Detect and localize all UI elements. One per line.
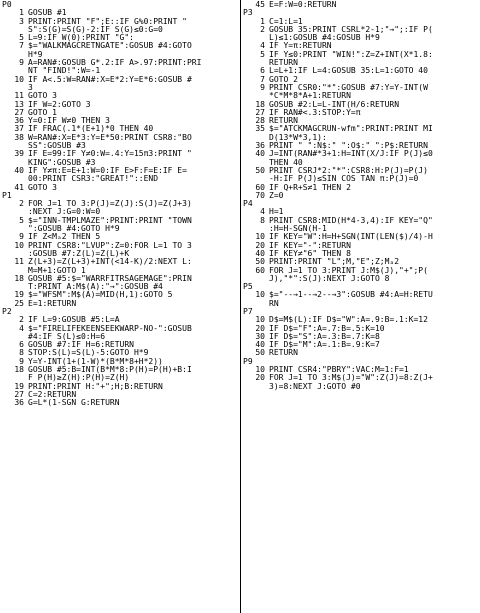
program-area-label: [2, 1, 240, 9]
line-number: 50: [255, 348, 265, 358]
line-number: 9: [19, 58, 24, 68]
line-code: C=2:RETURN: [28, 390, 77, 399]
line-code: RETURN: [269, 59, 298, 68]
line-code: P9: [243, 357, 253, 366]
code-line: [0, 142, 240, 150]
line-code: Z(L+3)=Z(L+3)+INT(<14-K)/2:NEXT L:: [28, 258, 192, 267]
line-number: 36: [255, 141, 265, 151]
line-number: 50: [255, 257, 265, 267]
program-area-label: [243, 200, 480, 208]
line-number: 60: [255, 265, 265, 275]
line-number: 6: [260, 66, 265, 76]
line-number: 10: [14, 240, 24, 250]
code-line: [241, 18, 480, 26]
line-number: 1: [260, 16, 265, 26]
line-number: 27: [14, 107, 24, 117]
code-line: [0, 291, 240, 299]
code-line: [0, 67, 240, 75]
code-line: [0, 250, 240, 258]
code-line: [241, 349, 480, 357]
line-number: 4: [260, 41, 265, 51]
line-code: L)≤1:GOSUB #4:GOSUB H*9: [269, 34, 380, 43]
line-code: D$=M$(L):IF D$="W":A=.9:B=.1:K=12: [269, 316, 428, 325]
line-code: IF W=2:GOTO 3: [28, 100, 91, 109]
line-number: 7: [260, 74, 265, 84]
line-number: 36: [14, 398, 24, 408]
line-number: 18: [14, 273, 24, 283]
line-number: 7: [19, 41, 24, 51]
code-line: [241, 233, 480, 241]
code-line: [0, 92, 240, 100]
line-number: 18: [14, 365, 24, 375]
line-code: $="WALKMAGCRETNGATE":GOSUB #4:GOTO: [28, 42, 192, 51]
code-line: [241, 267, 480, 275]
code-line: [0, 101, 240, 109]
line-code: IF D$="M":A=.1:B=.9:K=7: [269, 341, 380, 350]
code-line: [241, 208, 480, 216]
line-code: IF L=9:GOSUB #5:L=A: [28, 316, 120, 325]
code-line: [0, 283, 240, 291]
line-number: 8: [19, 348, 24, 358]
code-line: [0, 150, 240, 158]
line-code: P4: [243, 200, 253, 209]
line-number: 18: [255, 99, 265, 109]
code-line: [0, 258, 240, 266]
line-code: PRINT CSRJ*2:"*":CSR8:H:P(J)=P(J): [269, 166, 428, 175]
line-number: 11: [14, 91, 24, 101]
line-code: IF Y≠π:E=E+1:W=0:IF E>F:F=E:IF E=: [28, 166, 187, 175]
code-line: [0, 159, 240, 167]
line-code: IF E=99:IF Y≠0:W=.4:Y=15π3:PRINT ": [28, 150, 192, 159]
code-line: [0, 399, 240, 407]
code-line: [241, 374, 480, 382]
code-line: [0, 117, 240, 125]
line-number: 39: [14, 149, 24, 159]
line-code: SS":GOSUB #3: [28, 142, 86, 151]
line-number: 40: [255, 340, 265, 350]
line-code: P5: [243, 283, 253, 292]
code-line: [0, 84, 240, 92]
line-code: S":S(G)=S(G)-2:IF S(G)≤0:G=0: [28, 25, 163, 34]
line-code: GOTO 3: [28, 183, 57, 192]
line-code: PRINT CSR0:"*":GOSUB #7:Y=Y-INT(W: [269, 83, 428, 92]
line-code: 00:PRINT CSR3:"GREAT!"::END: [28, 175, 159, 184]
line-number: 36: [14, 116, 24, 126]
code-line: [241, 383, 480, 391]
line-code: P0: [2, 1, 12, 9]
line-number: [241, 275, 269, 283]
line-number: 45: [255, 0, 265, 9]
line-number: 13: [14, 99, 24, 109]
code-line: [241, 316, 480, 324]
code-line: [0, 366, 240, 374]
code-line: [241, 341, 480, 349]
line-number: 10: [255, 290, 265, 300]
line-code: Y=0:IF W≠0 THEN 3: [28, 117, 110, 126]
line-code: :NEXT J:G=0:W=0: [28, 208, 101, 217]
code-line: [0, 374, 240, 382]
line-number: 8: [260, 215, 265, 225]
line-code: $="INN-TMPLMAZE":PRINT:PRINT "TOWN: [28, 216, 192, 225]
line-number: 2: [19, 199, 24, 209]
line-number: 20: [255, 323, 265, 333]
code-line: [0, 184, 240, 192]
code-line: [0, 217, 240, 225]
code-line: [241, 26, 480, 34]
line-code: GOSUB #1: [28, 9, 67, 18]
line-number: [241, 300, 269, 308]
code-line: [241, 150, 480, 158]
code-line: [0, 134, 240, 142]
code-line: [0, 275, 240, 283]
line-code: GOTO 1: [28, 108, 57, 117]
code-line: [241, 250, 480, 258]
line-code: G=L*(1-SGN G:RETURN: [28, 399, 120, 408]
line-code: PRINT CSR8:"LVUP":Z=0:FOR L=1 TO 3: [28, 241, 192, 250]
code-line: [241, 109, 480, 117]
line-code: IF A<.5:W=RAN#:X=E*2:Y=E*6:GOSUB #: [28, 75, 192, 84]
line-code: PRINT:PRINT "L";M,"E";Z;Mₐ2: [269, 258, 400, 267]
line-number: 28: [255, 116, 265, 126]
code-line: [241, 134, 480, 142]
code-line: [241, 125, 480, 133]
line-number: [241, 383, 269, 391]
line-code: PRINT:PRINT "F";E::IF G%0:PRINT ": [28, 17, 187, 26]
line-code: GOSUB #5:$="WARRFITRSAGEMAGE":PRIN: [28, 274, 192, 283]
line-number: 3: [19, 16, 24, 26]
line-code: NT "FIND!":W=-1: [28, 67, 101, 76]
line-code: H=1: [269, 208, 284, 217]
code-line: [0, 208, 240, 216]
program-area-label: [243, 283, 480, 291]
line-code: PRINT CSR8:MID(H*4-3,4):IF KEY="Q": [269, 216, 433, 225]
code-line: [241, 92, 480, 100]
line-number: 30: [255, 331, 265, 341]
code-line: [241, 167, 480, 175]
code-line: [241, 117, 480, 125]
line-code: $="WFSM":M$(A)=MID(H,1):GOTO 5: [28, 291, 173, 300]
code-line: [0, 42, 240, 50]
line-number: 10: [255, 232, 265, 242]
code-line: [0, 316, 240, 324]
line-number: 10: [14, 74, 24, 84]
line-number: 27: [14, 389, 24, 399]
line-code: GOSUB #7:IF H=6:RETURN: [28, 341, 134, 350]
line-code: Z=0: [269, 191, 284, 200]
code-line: [0, 391, 240, 399]
code-line: [241, 192, 480, 200]
line-code: IF Y=π:RETURN: [269, 42, 332, 51]
line-number: 2: [19, 315, 24, 325]
line-code: P2: [2, 307, 12, 316]
line-number: 25: [14, 298, 24, 308]
line-number: 11: [14, 257, 24, 267]
line-code: RETURN: [269, 117, 298, 126]
code-line: [241, 59, 480, 67]
line-code: Y=Y-INT(1+(1-W)*(B*M*8+H*2)): [28, 357, 163, 366]
code-line: [241, 76, 480, 84]
line-code: PRINT:PRINT H:"+";H;B:RETURN: [28, 382, 163, 391]
program-area-label: [243, 9, 480, 17]
line-number: 60: [255, 182, 265, 192]
line-code: IF KEY≠"6" THEN 8: [269, 249, 351, 258]
line-code: J),"*":S(J):NEXT J:GOTO 8: [269, 274, 390, 283]
line-number: 2: [260, 24, 265, 34]
line-code: L=9:IF W(0):PRINT "G":: [28, 34, 134, 43]
code-line: [0, 333, 240, 341]
line-code: C=1:L=1: [269, 17, 303, 26]
code-line: [0, 167, 240, 175]
line-number: 4: [260, 207, 265, 217]
line-code: H*9: [28, 50, 43, 59]
line-code: IF D$="F":A=.7:B=.5:K=10: [269, 324, 385, 333]
code-line: [241, 67, 480, 75]
line-code: RETURN: [269, 349, 298, 358]
line-code: W=RAN#:X=E*3:Y=E*50:PRINT CSR8:"BO: [28, 133, 192, 142]
code-line: [0, 383, 240, 391]
line-code: GOSUB #2:L=L-INT(H/6:RETURN: [269, 100, 400, 109]
code-line: [241, 325, 480, 333]
line-number: 5: [260, 49, 265, 59]
code-line: [0, 109, 240, 117]
line-number: 1: [19, 8, 24, 18]
code-line: [241, 34, 480, 42]
code-line: [241, 142, 480, 150]
code-line: [0, 18, 240, 26]
line-number: 40: [255, 149, 265, 159]
line-code: 3: [28, 83, 33, 92]
line-code: F P(H)≥Z(H):P(H)=Z(H): [28, 374, 130, 383]
code-line: [241, 242, 480, 250]
line-code: E=F:W=0:RETURN: [269, 1, 337, 9]
code-line: [0, 341, 240, 349]
line-number: 9: [19, 356, 24, 366]
line-code: -H:IF P(J)≤SIN COS TAN π:P(J)=0: [269, 175, 419, 184]
line-number: 50: [255, 165, 265, 175]
line-number: 20: [255, 240, 265, 250]
line-code: L=L+1:IF L=4:GOSUB 35:L=1:GOTO 40: [269, 67, 428, 76]
line-code: GOSUB 35:PRINT CSRL*2-1;"→";:IF P(: [269, 25, 433, 34]
line-code: IF Z<Mₐ2 THEN 5: [28, 233, 101, 242]
line-number: 19: [14, 290, 24, 300]
code-line: [0, 51, 240, 59]
code-line: [241, 159, 480, 167]
code-line: [0, 349, 240, 357]
line-code: A=RAN#:GOSUB G*.2:IF A>.97:PRINT:PRI: [28, 59, 202, 68]
line-number: 70: [255, 190, 265, 200]
line-number: 20: [255, 373, 265, 383]
line-code: P1: [2, 191, 12, 200]
line-code: PRINT CSR4:"PBRY":VAC:M=1:F=1: [269, 366, 409, 375]
program-area-label: [243, 308, 480, 316]
line-code: GOTO 3: [28, 92, 57, 101]
code-line: [0, 175, 240, 183]
code-line: [241, 225, 480, 233]
code-line: [0, 26, 240, 34]
line-code: GOSUB #5:B=INT(B*M*8:P(H)=P(H)+B:I: [28, 366, 192, 375]
line-code: IF Y≤0:PRINT "WIN!":Z=Z+INT(X*1.8:: [269, 50, 433, 59]
line-code: M=M+1:GOTO 1: [28, 266, 86, 275]
line-code: IF KEY="W":H=H+SGN(INT(LEN($)/4)-H: [269, 233, 433, 242]
code-line: [241, 291, 480, 299]
code-line: [241, 184, 480, 192]
code-line: [0, 34, 240, 42]
line-code: THEN 40: [269, 158, 303, 167]
code-line: [0, 325, 240, 333]
program-area-label: [2, 192, 240, 200]
code-line: [241, 217, 480, 225]
code-line: [0, 76, 240, 84]
line-code: IF RAN#<.3:STOP:Y=π: [269, 108, 361, 117]
line-number: 10: [255, 315, 265, 325]
code-line: [241, 366, 480, 374]
code-line: [0, 125, 240, 133]
code-line: [0, 267, 240, 275]
line-code: $="FIRELIFEKEENSEEKWARP-NO-":GOSUB: [28, 324, 192, 333]
line-code: FOR J=1 TO 3:P(J)=Z(J):S(J)=Z(J+3): [28, 200, 192, 209]
line-code: J=INT(RAN#*3+1:H=INT(X/J:IF P(J)≤0: [269, 150, 433, 159]
line-number: 27: [255, 107, 265, 117]
line-number: 4: [19, 323, 24, 333]
line-code: T:PRINT A:M$(A):"→":GOSUB #4: [28, 283, 163, 292]
code-line: [241, 275, 480, 283]
line-number: 9: [19, 232, 24, 242]
line-code: IF D$="S":A=.3:B=.7:K=8: [269, 332, 380, 341]
line-number: 40: [255, 248, 265, 258]
code-line: [0, 200, 240, 208]
code-line: [0, 242, 240, 250]
line-number: 41: [14, 182, 24, 192]
line-code: P3: [243, 9, 253, 18]
code-line: [241, 101, 480, 109]
line-number: 6: [19, 340, 24, 350]
line-number: 37: [14, 124, 24, 134]
line-number: 5: [19, 215, 24, 225]
code-line: [0, 225, 240, 233]
line-code: $="--→1--→2--→3":GOSUB #4:A=H:RETU: [269, 291, 433, 300]
line-number: 10: [255, 365, 265, 375]
line-code: KING":GOSUB #3: [28, 158, 96, 167]
code-line: [241, 1, 480, 9]
code-line: [241, 333, 480, 341]
line-code: :GOSUB #7:Z(L)=Z(L)+K: [28, 249, 130, 258]
line-code: :H=H-SGN(H-1: [269, 225, 327, 234]
code-line: [241, 51, 480, 59]
code-line: [0, 9, 240, 17]
line-code: P7: [243, 307, 253, 316]
code-line: [241, 84, 480, 92]
line-code: PRINT " ":N$:" ":O$:" ":P$:RETURN: [269, 142, 428, 151]
line-code: E=1:RETURN: [28, 299, 77, 308]
line-code: FOR J=1 TO 3:PRINT J:M$(J),"+";P(: [269, 266, 428, 275]
line-code: IF KEY="-":RETURN: [269, 241, 351, 250]
code-line: [241, 175, 480, 183]
line-code: IF Q+R+S≠1 THEN 2: [269, 183, 351, 192]
line-number: 19: [14, 381, 24, 391]
line-code: 3)=8:NEXT J:GOTO #0: [269, 382, 361, 391]
code-column-right: [241, 0, 480, 613]
line-number: 5: [19, 33, 24, 43]
line-number: 9: [260, 82, 265, 92]
program-area-label: [243, 358, 480, 366]
line-number: 35: [255, 124, 265, 134]
code-line: [0, 358, 240, 366]
line-code: STOP:S(L)=S(L)-5:GOTO H*9: [28, 349, 149, 358]
code-line: [0, 233, 240, 241]
line-code: *C*M*8*A+1:RETURN: [269, 92, 351, 101]
code-line: [241, 300, 480, 308]
code-line: [241, 42, 480, 50]
line-code: $="ATCKMAGCRUN-wfm":PRINT:PRINT MI: [269, 125, 433, 134]
line-code: ":GOSUB #4:GOTO H*9: [28, 225, 120, 234]
line-code: RN: [269, 299, 279, 308]
program-area-label: [2, 308, 240, 316]
line-code: GOTO 2: [269, 75, 298, 84]
line-code: IF FRAC(.1*(E+1)*0 THEN 40: [28, 125, 154, 134]
code-line: [0, 59, 240, 67]
code-line: [241, 258, 480, 266]
line-code: D(13*W*3,1):: [269, 133, 327, 142]
line-number: 40: [14, 165, 24, 175]
line-code: #4:IF S(L)≤0:H=6: [28, 332, 106, 341]
line-code: FOR J=1 TO 3:M$(J)="W":Z(J)=8:Z(J+: [269, 374, 433, 383]
line-number: 38: [14, 132, 24, 142]
code-line: [0, 300, 240, 308]
